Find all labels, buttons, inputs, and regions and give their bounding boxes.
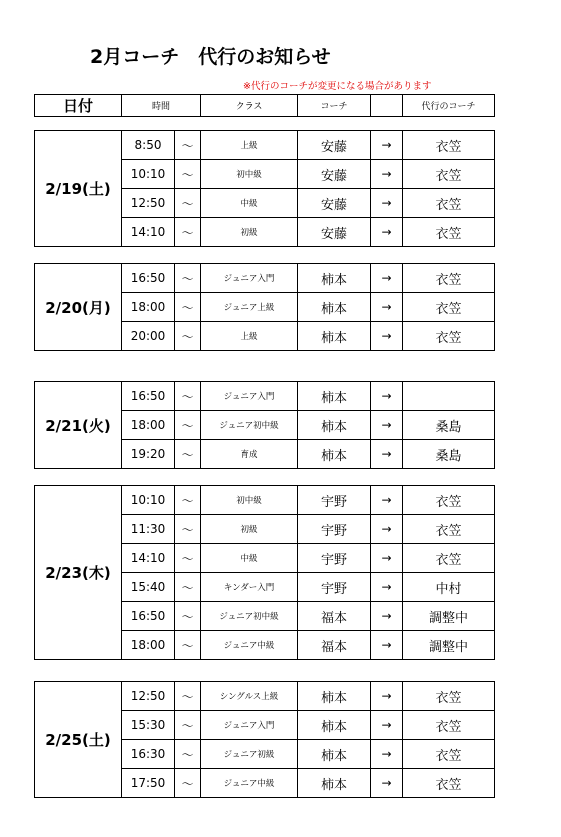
time-cell: 15:30 [122, 711, 175, 740]
coach-cell: 柿本 [298, 682, 371, 711]
coach-cell: 宇野 [298, 486, 371, 515]
coach-cell: 安藤 [298, 131, 371, 160]
substitute-cell: 衣笠 [403, 131, 495, 160]
tilde-mark: 〜 [175, 218, 201, 247]
substitute-cell: 衣笠 [403, 293, 495, 322]
tilde-mark: 〜 [175, 682, 201, 711]
tilde-mark: 〜 [175, 131, 201, 160]
table-row [35, 682, 495, 711]
time-cell: 19:20 [122, 440, 175, 469]
time-cell: 16:50 [122, 264, 175, 293]
date-cell: 2/20(月) [35, 264, 122, 351]
schedule-block [34, 381, 495, 469]
tilde-mark: 〜 [175, 293, 201, 322]
date-cell: 2/25(土) [35, 682, 122, 798]
class-cell: ジュニア初中級 [201, 602, 298, 631]
tilde-mark: 〜 [175, 322, 201, 351]
coach-cell: 柿本 [298, 264, 371, 293]
tilde-mark: 〜 [175, 544, 201, 573]
arrow-icon: → [371, 602, 403, 631]
substitute-cell: 衣笠 [403, 322, 495, 351]
arrow-icon: → [371, 544, 403, 573]
time-cell: 16:50 [122, 382, 175, 411]
table-row [35, 264, 495, 293]
substitute-cell: 桑島 [403, 440, 495, 469]
coach-cell: 柿本 [298, 293, 371, 322]
class-cell: 初中級 [201, 160, 298, 189]
arrow-icon: → [371, 711, 403, 740]
time-cell: 14:10 [122, 544, 175, 573]
arrow-icon: → [371, 440, 403, 469]
coach-cell: 柿本 [298, 411, 371, 440]
arrow-icon: → [371, 769, 403, 798]
substitute-cell: 衣笠 [403, 486, 495, 515]
tilde-mark: 〜 [175, 189, 201, 218]
class-cell: キンダー入門 [201, 573, 298, 602]
arrow-icon: → [371, 189, 403, 218]
class-cell: ジュニア中級 [201, 769, 298, 798]
tilde-mark: 〜 [175, 602, 201, 631]
schedule-block [34, 681, 495, 798]
coach-cell: 宇野 [298, 544, 371, 573]
arrow-icon: → [371, 573, 403, 602]
header-table [34, 94, 495, 117]
substitute-cell: 衣笠 [403, 189, 495, 218]
arrow-icon: → [371, 131, 403, 160]
arrow-icon: → [371, 322, 403, 351]
coach-cell: 柿本 [298, 440, 371, 469]
class-cell: シングルス上級 [201, 682, 298, 711]
arrow-icon: → [371, 515, 403, 544]
class-cell: 上級 [201, 322, 298, 351]
class-cell: 初級 [201, 515, 298, 544]
tilde-mark: 〜 [175, 486, 201, 515]
substitute-cell: 衣笠 [403, 769, 495, 798]
tilde-mark: 〜 [175, 711, 201, 740]
arrow-icon: → [371, 631, 403, 660]
coach-cell: 宇野 [298, 573, 371, 602]
tilde-mark: 〜 [175, 769, 201, 798]
coach-cell: 福本 [298, 602, 371, 631]
class-cell: ジュニア初中級 [201, 411, 298, 440]
substitute-cell: 衣笠 [403, 264, 495, 293]
arrow-icon: → [371, 293, 403, 322]
substitute-cell: 桑島 [403, 411, 495, 440]
substitute-cell: 衣笠 [403, 218, 495, 247]
schedule-block [34, 130, 495, 247]
time-cell: 11:30 [122, 515, 175, 544]
class-cell: ジュニア上級 [201, 293, 298, 322]
header-arrow [371, 95, 403, 117]
substitute-cell: 衣笠 [403, 544, 495, 573]
time-cell: 8:50 [122, 131, 175, 160]
coach-cell: 柿本 [298, 322, 371, 351]
substitute-cell: 衣笠 [403, 160, 495, 189]
class-cell: ジュニア初級 [201, 740, 298, 769]
substitute-cell: 衣笠 [403, 515, 495, 544]
time-cell: 14:10 [122, 218, 175, 247]
date-cell: 2/19(土) [35, 131, 122, 247]
time-cell: 12:50 [122, 189, 175, 218]
time-cell: 12:50 [122, 682, 175, 711]
page-title: 2月コーチ 代行のお知らせ [90, 46, 331, 68]
substitute-cell: 中村 [403, 573, 495, 602]
time-cell: 16:30 [122, 740, 175, 769]
class-cell: ジュニア入門 [201, 711, 298, 740]
table-row [35, 486, 495, 515]
tilde-mark: 〜 [175, 440, 201, 469]
substitute-cell: 調整中 [403, 602, 495, 631]
tilde-mark: 〜 [175, 573, 201, 602]
coach-cell: 柿本 [298, 740, 371, 769]
header-coach: コーチ [298, 95, 371, 117]
time-cell: 15:40 [122, 573, 175, 602]
schedule-block [34, 263, 495, 351]
change-notice: ※代行のコーチが変更になる場合があります [243, 81, 432, 92]
arrow-icon: → [371, 682, 403, 711]
class-cell: 初級 [201, 218, 298, 247]
header-date: 日付 [35, 95, 122, 117]
tilde-mark: 〜 [175, 411, 201, 440]
schedule-block [34, 485, 495, 660]
tilde-mark: 〜 [175, 631, 201, 660]
tilde-mark: 〜 [175, 264, 201, 293]
class-cell: 中級 [201, 544, 298, 573]
tilde-mark: 〜 [175, 515, 201, 544]
time-cell: 18:00 [122, 293, 175, 322]
tilde-mark: 〜 [175, 382, 201, 411]
header-class: クラス [201, 95, 298, 117]
coach-cell: 柿本 [298, 711, 371, 740]
coach-cell: 安藤 [298, 160, 371, 189]
coach-cell: 柿本 [298, 382, 371, 411]
table-row [35, 131, 495, 160]
time-cell: 16:50 [122, 602, 175, 631]
coach-cell: 安藤 [298, 218, 371, 247]
tilde-mark: 〜 [175, 740, 201, 769]
tilde-mark: 〜 [175, 160, 201, 189]
class-cell: 育成 [201, 440, 298, 469]
class-cell: 上級 [201, 131, 298, 160]
substitute-cell: 衣笠 [403, 682, 495, 711]
time-cell: 18:00 [122, 411, 175, 440]
time-cell: 17:50 [122, 769, 175, 798]
header-time: 時間 [122, 95, 201, 117]
time-cell: 10:10 [122, 486, 175, 515]
arrow-icon: → [371, 160, 403, 189]
class-cell: ジュニア入門 [201, 382, 298, 411]
substitute-cell [403, 382, 495, 411]
substitute-cell: 調整中 [403, 631, 495, 660]
substitute-cell: 衣笠 [403, 740, 495, 769]
substitute-cell: 衣笠 [403, 711, 495, 740]
time-cell: 10:10 [122, 160, 175, 189]
coach-cell: 安藤 [298, 189, 371, 218]
coach-cell: 福本 [298, 631, 371, 660]
arrow-icon: → [371, 218, 403, 247]
coach-cell: 柿本 [298, 769, 371, 798]
class-cell: 初中級 [201, 486, 298, 515]
arrow-icon: → [371, 382, 403, 411]
arrow-icon: → [371, 411, 403, 440]
time-cell: 18:00 [122, 631, 175, 660]
header-substitute: 代行のコーチ [403, 95, 495, 117]
date-cell: 2/21(火) [35, 382, 122, 469]
arrow-icon: → [371, 264, 403, 293]
coach-cell: 宇野 [298, 515, 371, 544]
table-row [35, 382, 495, 411]
class-cell: 中級 [201, 189, 298, 218]
time-cell: 20:00 [122, 322, 175, 351]
arrow-icon: → [371, 740, 403, 769]
arrow-icon: → [371, 486, 403, 515]
date-cell: 2/23(木) [35, 486, 122, 660]
class-cell: ジュニア入門 [201, 264, 298, 293]
class-cell: ジュニア中級 [201, 631, 298, 660]
